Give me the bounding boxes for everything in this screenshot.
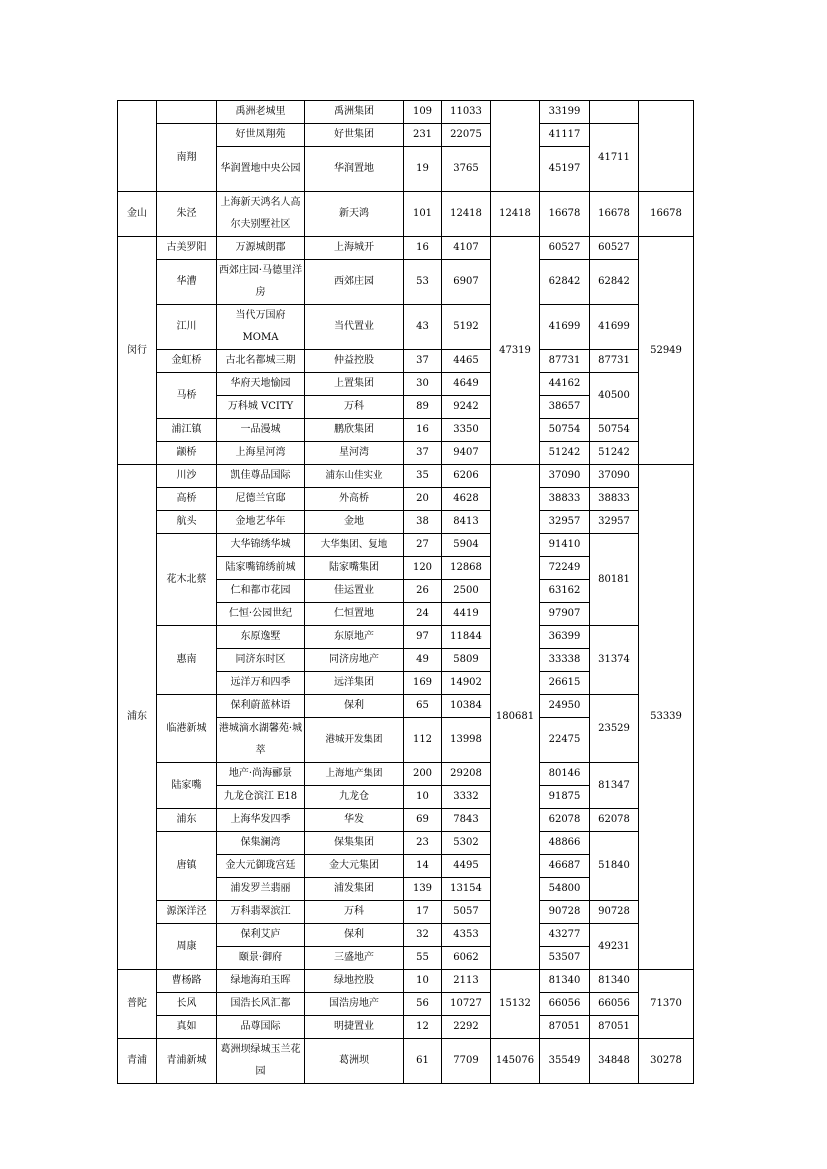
developer-cell: 明捷置业: [305, 1016, 404, 1039]
units-cell: 61: [404, 1039, 442, 1084]
units-cell: 38: [404, 511, 442, 534]
price-cell: 48866: [540, 832, 590, 855]
area-sqm-cell: 4465: [442, 350, 491, 373]
table-row: [118, 442, 694, 465]
units-cell: 97: [404, 626, 442, 649]
project-name-cell: 浦发罗兰翡丽: [217, 878, 305, 901]
price-cell: 62842: [540, 260, 590, 305]
project-name-cell: 万科城 VCITY: [217, 396, 305, 419]
area-avg-price-cell: 51242: [590, 442, 639, 465]
district-total-cell: 15132: [491, 970, 540, 1039]
units-cell: 12: [404, 1016, 442, 1039]
district-avg-price-cell: 30278: [639, 1039, 694, 1084]
units-cell: 19: [404, 147, 442, 192]
units-cell: 139: [404, 878, 442, 901]
area-sqm-cell: 5057: [442, 901, 491, 924]
developer-cell: 新天鸿: [305, 192, 404, 237]
area-sqm-cell: 9407: [442, 442, 491, 465]
table-row: [118, 465, 694, 488]
area-sqm-cell: 3765: [442, 147, 491, 192]
area-cell: 曹杨路: [157, 970, 217, 993]
area-cell: 真如: [157, 1016, 217, 1039]
area-sqm-cell: 4353: [442, 924, 491, 947]
developer-cell: 同济房地产: [305, 649, 404, 672]
table-row: [118, 373, 694, 396]
developer-cell: 仁恒置地: [305, 603, 404, 626]
project-name-cell: 一品漫城: [217, 419, 305, 442]
project-name-cell: 尼德兰官邸: [217, 488, 305, 511]
area-sqm-cell: 2292: [442, 1016, 491, 1039]
price-cell: 87051: [540, 1016, 590, 1039]
developer-cell: 九龙仓: [305, 786, 404, 809]
units-cell: 10: [404, 970, 442, 993]
area-sqm-cell: 4495: [442, 855, 491, 878]
price-cell: 36399: [540, 626, 590, 649]
table-row: [118, 809, 694, 832]
project-name-cell: 陆家嘴锦绣前城: [217, 557, 305, 580]
price-cell: 41699: [540, 305, 590, 350]
district-total-cell: 47319: [491, 237, 540, 465]
developer-cell: 佳运置业: [305, 580, 404, 603]
units-cell: 120: [404, 557, 442, 580]
project-name-cell: 大华锦绣华城: [217, 534, 305, 557]
project-name-cell: 凯佳尊品国际: [217, 465, 305, 488]
area-cell: 川沙: [157, 465, 217, 488]
area-avg-price-cell: 81340: [590, 970, 639, 993]
price-cell: 22475: [540, 718, 590, 763]
units-cell: 20: [404, 488, 442, 511]
developer-cell: 陆家嘴集团: [305, 557, 404, 580]
area-avg-price-cell: 23529: [590, 695, 639, 763]
area-cell: 浦江镇: [157, 419, 217, 442]
project-name-cell: 仁恒·公园世纪: [217, 603, 305, 626]
units-cell: 14: [404, 855, 442, 878]
project-name-cell: 上海华发四季: [217, 809, 305, 832]
area-cell: 源深洋泾: [157, 901, 217, 924]
developer-cell: 绿地控股: [305, 970, 404, 993]
area-sqm-cell: 13998: [442, 718, 491, 763]
units-cell: 37: [404, 442, 442, 465]
area-cell: [157, 101, 217, 124]
district-avg-price-cell: 52949: [639, 237, 694, 465]
table-row: [118, 1016, 694, 1039]
area-sqm-cell: 11844: [442, 626, 491, 649]
developer-cell: 仲益控股: [305, 350, 404, 373]
units-cell: 53: [404, 260, 442, 305]
district-avg-price-cell: 71370: [639, 970, 694, 1039]
developer-cell: 金地: [305, 511, 404, 534]
area-avg-price-cell: 37090: [590, 465, 639, 488]
area-cell: 惠南: [157, 626, 217, 695]
table-row: [118, 832, 694, 855]
price-cell: 43277: [540, 924, 590, 947]
developer-cell: 浦发集团: [305, 878, 404, 901]
area-sqm-cell: 13154: [442, 878, 491, 901]
area-avg-price-cell: 81347: [590, 763, 639, 809]
units-cell: 56: [404, 993, 442, 1016]
table-row: [118, 305, 694, 350]
units-cell: 112: [404, 718, 442, 763]
area-sqm-cell: 4628: [442, 488, 491, 511]
price-cell: 60527: [540, 237, 590, 260]
area-avg-price-cell: 50754: [590, 419, 639, 442]
units-cell: 65: [404, 695, 442, 718]
units-cell: 169: [404, 672, 442, 695]
price-cell: 81340: [540, 970, 590, 993]
project-name-cell: 港城滴水湖馨苑·城萃: [217, 718, 305, 763]
area-cell: 花木北蔡: [157, 534, 217, 626]
district-cell: 青浦: [118, 1039, 157, 1084]
table-row: [118, 192, 694, 237]
price-cell: 72249: [540, 557, 590, 580]
table-row: [118, 695, 694, 718]
developer-cell: 万科: [305, 901, 404, 924]
area-cell: 长风: [157, 993, 217, 1016]
area-sqm-cell: 7843: [442, 809, 491, 832]
price-cell: 50754: [540, 419, 590, 442]
developer-cell: 上海城开: [305, 237, 404, 260]
project-name-cell: 万源城朗郡: [217, 237, 305, 260]
area-sqm-cell: 10384: [442, 695, 491, 718]
area-sqm-cell: 12868: [442, 557, 491, 580]
units-cell: 24: [404, 603, 442, 626]
project-name-cell: 仁和都市花园: [217, 580, 305, 603]
price-cell: 87731: [540, 350, 590, 373]
district-avg-price-cell: [639, 101, 694, 192]
area-sqm-cell: 9242: [442, 396, 491, 419]
area-avg-price-cell: 34848: [590, 1039, 639, 1084]
project-name-cell: 好世凤翔苑: [217, 124, 305, 147]
area-cell: 颛桥: [157, 442, 217, 465]
developer-cell: 保利: [305, 924, 404, 947]
project-name-cell: 西郊庄园·马德里洋房: [217, 260, 305, 305]
table-row: [118, 101, 694, 124]
district-cell: 普陀: [118, 970, 157, 1039]
price-cell: 37090: [540, 465, 590, 488]
area-sqm-cell: 5904: [442, 534, 491, 557]
area-cell: 南翔: [157, 124, 217, 192]
developer-cell: 上海地产集团: [305, 763, 404, 786]
units-cell: 231: [404, 124, 442, 147]
price-cell: 66056: [540, 993, 590, 1016]
developer-cell: 葛洲坝: [305, 1039, 404, 1084]
developer-cell: 好世集团: [305, 124, 404, 147]
table-row: [118, 534, 694, 557]
table-row: [118, 419, 694, 442]
price-cell: 38657: [540, 396, 590, 419]
district-cell: 金山: [118, 192, 157, 237]
area-sqm-cell: 4649: [442, 373, 491, 396]
developer-cell: 国浩房地产: [305, 993, 404, 1016]
housing-price-table: [117, 100, 694, 1084]
developer-cell: 港城开发集团: [305, 718, 404, 763]
area-sqm-cell: 5302: [442, 832, 491, 855]
area-avg-price-cell: 62842: [590, 260, 639, 305]
area-avg-price-cell: 66056: [590, 993, 639, 1016]
table-row: [118, 993, 694, 1016]
price-cell: 46687: [540, 855, 590, 878]
developer-cell: 当代置业: [305, 305, 404, 350]
developer-cell: 大华集团、复地: [305, 534, 404, 557]
area-sqm-cell: 5192: [442, 305, 491, 350]
price-cell: 41117: [540, 124, 590, 147]
district-total-cell: 180681: [491, 465, 540, 970]
units-cell: 200: [404, 763, 442, 786]
units-cell: 43: [404, 305, 442, 350]
area-sqm-cell: 10727: [442, 993, 491, 1016]
area-sqm-cell: 22075: [442, 124, 491, 147]
project-name-cell: 品尊国际: [217, 1016, 305, 1039]
area-sqm-cell: 29208: [442, 763, 491, 786]
district-cell: [118, 101, 157, 192]
district-total-cell: 145076: [491, 1039, 540, 1084]
units-cell: 27: [404, 534, 442, 557]
project-name-cell: 保利艾庐: [217, 924, 305, 947]
units-cell: 26: [404, 580, 442, 603]
area-sqm-cell: 3332: [442, 786, 491, 809]
project-name-cell: 华府天地愉园: [217, 373, 305, 396]
developer-cell: 华发: [305, 809, 404, 832]
project-name-cell: 绿地海珀玉晖: [217, 970, 305, 993]
developer-cell: 鹏欣集团: [305, 419, 404, 442]
district-cell: 闵行: [118, 237, 157, 465]
price-cell: 32957: [540, 511, 590, 534]
developer-cell: 外高桥: [305, 488, 404, 511]
price-cell: 45197: [540, 147, 590, 192]
area-avg-price-cell: 16678: [590, 192, 639, 237]
area-cell: 金虹桥: [157, 350, 217, 373]
developer-cell: 保利: [305, 695, 404, 718]
project-name-cell: 万科翡翠滨江: [217, 901, 305, 924]
project-name-cell: 葛洲坝绿城玉兰花园: [217, 1039, 305, 1084]
units-cell: 23: [404, 832, 442, 855]
price-cell: 26615: [540, 672, 590, 695]
area-avg-price-cell: [590, 101, 639, 124]
developer-cell: 禹洲集团: [305, 101, 404, 124]
price-cell: 54800: [540, 878, 590, 901]
price-cell: 24950: [540, 695, 590, 718]
area-sqm-cell: 4419: [442, 603, 491, 626]
units-cell: 32: [404, 924, 442, 947]
area-sqm-cell: 2500: [442, 580, 491, 603]
price-cell: 44162: [540, 373, 590, 396]
area-sqm-cell: 12418: [442, 192, 491, 237]
project-name-cell: 同济东时区: [217, 649, 305, 672]
units-cell: 16: [404, 237, 442, 260]
area-avg-price-cell: 31374: [590, 626, 639, 695]
area-cell: 高桥: [157, 488, 217, 511]
table-row: [118, 901, 694, 924]
price-cell: 33338: [540, 649, 590, 672]
table-row: [118, 350, 694, 373]
developer-cell: 星河湾: [305, 442, 404, 465]
table-row: [118, 237, 694, 260]
project-name-cell: 颐景·御府: [217, 947, 305, 970]
area-avg-price-cell: 60527: [590, 237, 639, 260]
table-row: [118, 1039, 694, 1084]
price-cell: 91410: [540, 534, 590, 557]
area-avg-price-cell: 80181: [590, 534, 639, 626]
units-cell: 35: [404, 465, 442, 488]
area-avg-price-cell: 32957: [590, 511, 639, 534]
table-row: [118, 124, 694, 147]
area-sqm-cell: 5809: [442, 649, 491, 672]
units-cell: 37: [404, 350, 442, 373]
area-cell: 马桥: [157, 373, 217, 419]
area-sqm-cell: 6206: [442, 465, 491, 488]
project-name-cell: 保利蔚蓝林语: [217, 695, 305, 718]
units-cell: 109: [404, 101, 442, 124]
area-cell: 江川: [157, 305, 217, 350]
price-cell: 53507: [540, 947, 590, 970]
units-cell: 49: [404, 649, 442, 672]
price-cell: 63162: [540, 580, 590, 603]
area-avg-price-cell: 49231: [590, 924, 639, 970]
table-row: [118, 626, 694, 649]
area-avg-price-cell: 40500: [590, 373, 639, 419]
units-cell: 30: [404, 373, 442, 396]
price-cell: 38833: [540, 488, 590, 511]
area-avg-price-cell: 38833: [590, 488, 639, 511]
developer-cell: 浦东山佳实业: [305, 465, 404, 488]
area-sqm-cell: 11033: [442, 101, 491, 124]
price-cell: 62078: [540, 809, 590, 832]
district-avg-price-cell: 16678: [639, 192, 694, 237]
area-avg-price-cell: 87051: [590, 1016, 639, 1039]
project-name-cell: 保集澜湾: [217, 832, 305, 855]
district-total-cell: 12418: [491, 192, 540, 237]
units-cell: 10: [404, 786, 442, 809]
table-row: [118, 763, 694, 786]
developer-cell: 三盛地产: [305, 947, 404, 970]
area-cell: 陆家嘴: [157, 763, 217, 809]
district-total-cell: [491, 101, 540, 192]
project-name-cell: 上海新天鸿名人高尔夫别墅社区: [217, 192, 305, 237]
developer-cell: 西郊庄园: [305, 260, 404, 305]
price-cell: 80146: [540, 763, 590, 786]
project-name-cell: 远洋万和四季: [217, 672, 305, 695]
area-cell: 浦东: [157, 809, 217, 832]
project-name-cell: 金大元御珑宫廷: [217, 855, 305, 878]
project-name-cell: 上海星河湾: [217, 442, 305, 465]
developer-cell: 金大元集团: [305, 855, 404, 878]
developer-cell: 上置集团: [305, 373, 404, 396]
project-name-cell: 九龙仓滨江 E18: [217, 786, 305, 809]
area-avg-price-cell: 41699: [590, 305, 639, 350]
area-avg-price-cell: 62078: [590, 809, 639, 832]
area-sqm-cell: 2113: [442, 970, 491, 993]
developer-cell: 保集集团: [305, 832, 404, 855]
area-sqm-cell: 14902: [442, 672, 491, 695]
developer-cell: 远洋集团: [305, 672, 404, 695]
table-row: [118, 260, 694, 305]
area-cell: 航头: [157, 511, 217, 534]
area-cell: 朱泾: [157, 192, 217, 237]
units-cell: 16: [404, 419, 442, 442]
project-name-cell: 国浩长风汇都: [217, 993, 305, 1016]
units-cell: 55: [404, 947, 442, 970]
price-cell: 16678: [540, 192, 590, 237]
area-avg-price-cell: 41711: [590, 124, 639, 192]
price-cell: 97907: [540, 603, 590, 626]
area-avg-price-cell: 51840: [590, 832, 639, 901]
table-row: [118, 970, 694, 993]
project-name-cell: 华润置地中央公园: [217, 147, 305, 192]
area-sqm-cell: 3350: [442, 419, 491, 442]
price-cell: 90728: [540, 901, 590, 924]
price-cell: 33199: [540, 101, 590, 124]
area-cell: 唐镇: [157, 832, 217, 901]
area-sqm-cell: 4107: [442, 237, 491, 260]
table-row: [118, 488, 694, 511]
project-name-cell: 当代万国府MOMA: [217, 305, 305, 350]
area-cell: 古美罗阳: [157, 237, 217, 260]
area-cell: 临港新城: [157, 695, 217, 763]
developer-cell: 万科: [305, 396, 404, 419]
area-cell: 青浦新城: [157, 1039, 217, 1084]
table-row: [118, 924, 694, 947]
units-cell: 89: [404, 396, 442, 419]
area-sqm-cell: 8413: [442, 511, 491, 534]
price-cell: 51242: [540, 442, 590, 465]
project-name-cell: 东原逸墅: [217, 626, 305, 649]
project-name-cell: 地产·尚海郦景: [217, 763, 305, 786]
project-name-cell: 金地艺华年: [217, 511, 305, 534]
units-cell: 69: [404, 809, 442, 832]
developer-cell: 华润置地: [305, 147, 404, 192]
area-sqm-cell: 6907: [442, 260, 491, 305]
area-cell: 周康: [157, 924, 217, 970]
price-cell: 35549: [540, 1039, 590, 1084]
units-cell: 17: [404, 901, 442, 924]
table-row: [118, 511, 694, 534]
area-avg-price-cell: 87731: [590, 350, 639, 373]
price-cell: 91875: [540, 786, 590, 809]
area-avg-price-cell: 90728: [590, 901, 639, 924]
area-sqm-cell: 6062: [442, 947, 491, 970]
developer-cell: 东原地产: [305, 626, 404, 649]
units-cell: 101: [404, 192, 442, 237]
area-sqm-cell: 7709: [442, 1039, 491, 1084]
district-avg-price-cell: 53339: [639, 465, 694, 970]
project-name-cell: 古北名都城三期: [217, 350, 305, 373]
area-cell: 华漕: [157, 260, 217, 305]
project-name-cell: 禹洲老城里: [217, 101, 305, 124]
district-cell: 浦东: [118, 465, 157, 970]
